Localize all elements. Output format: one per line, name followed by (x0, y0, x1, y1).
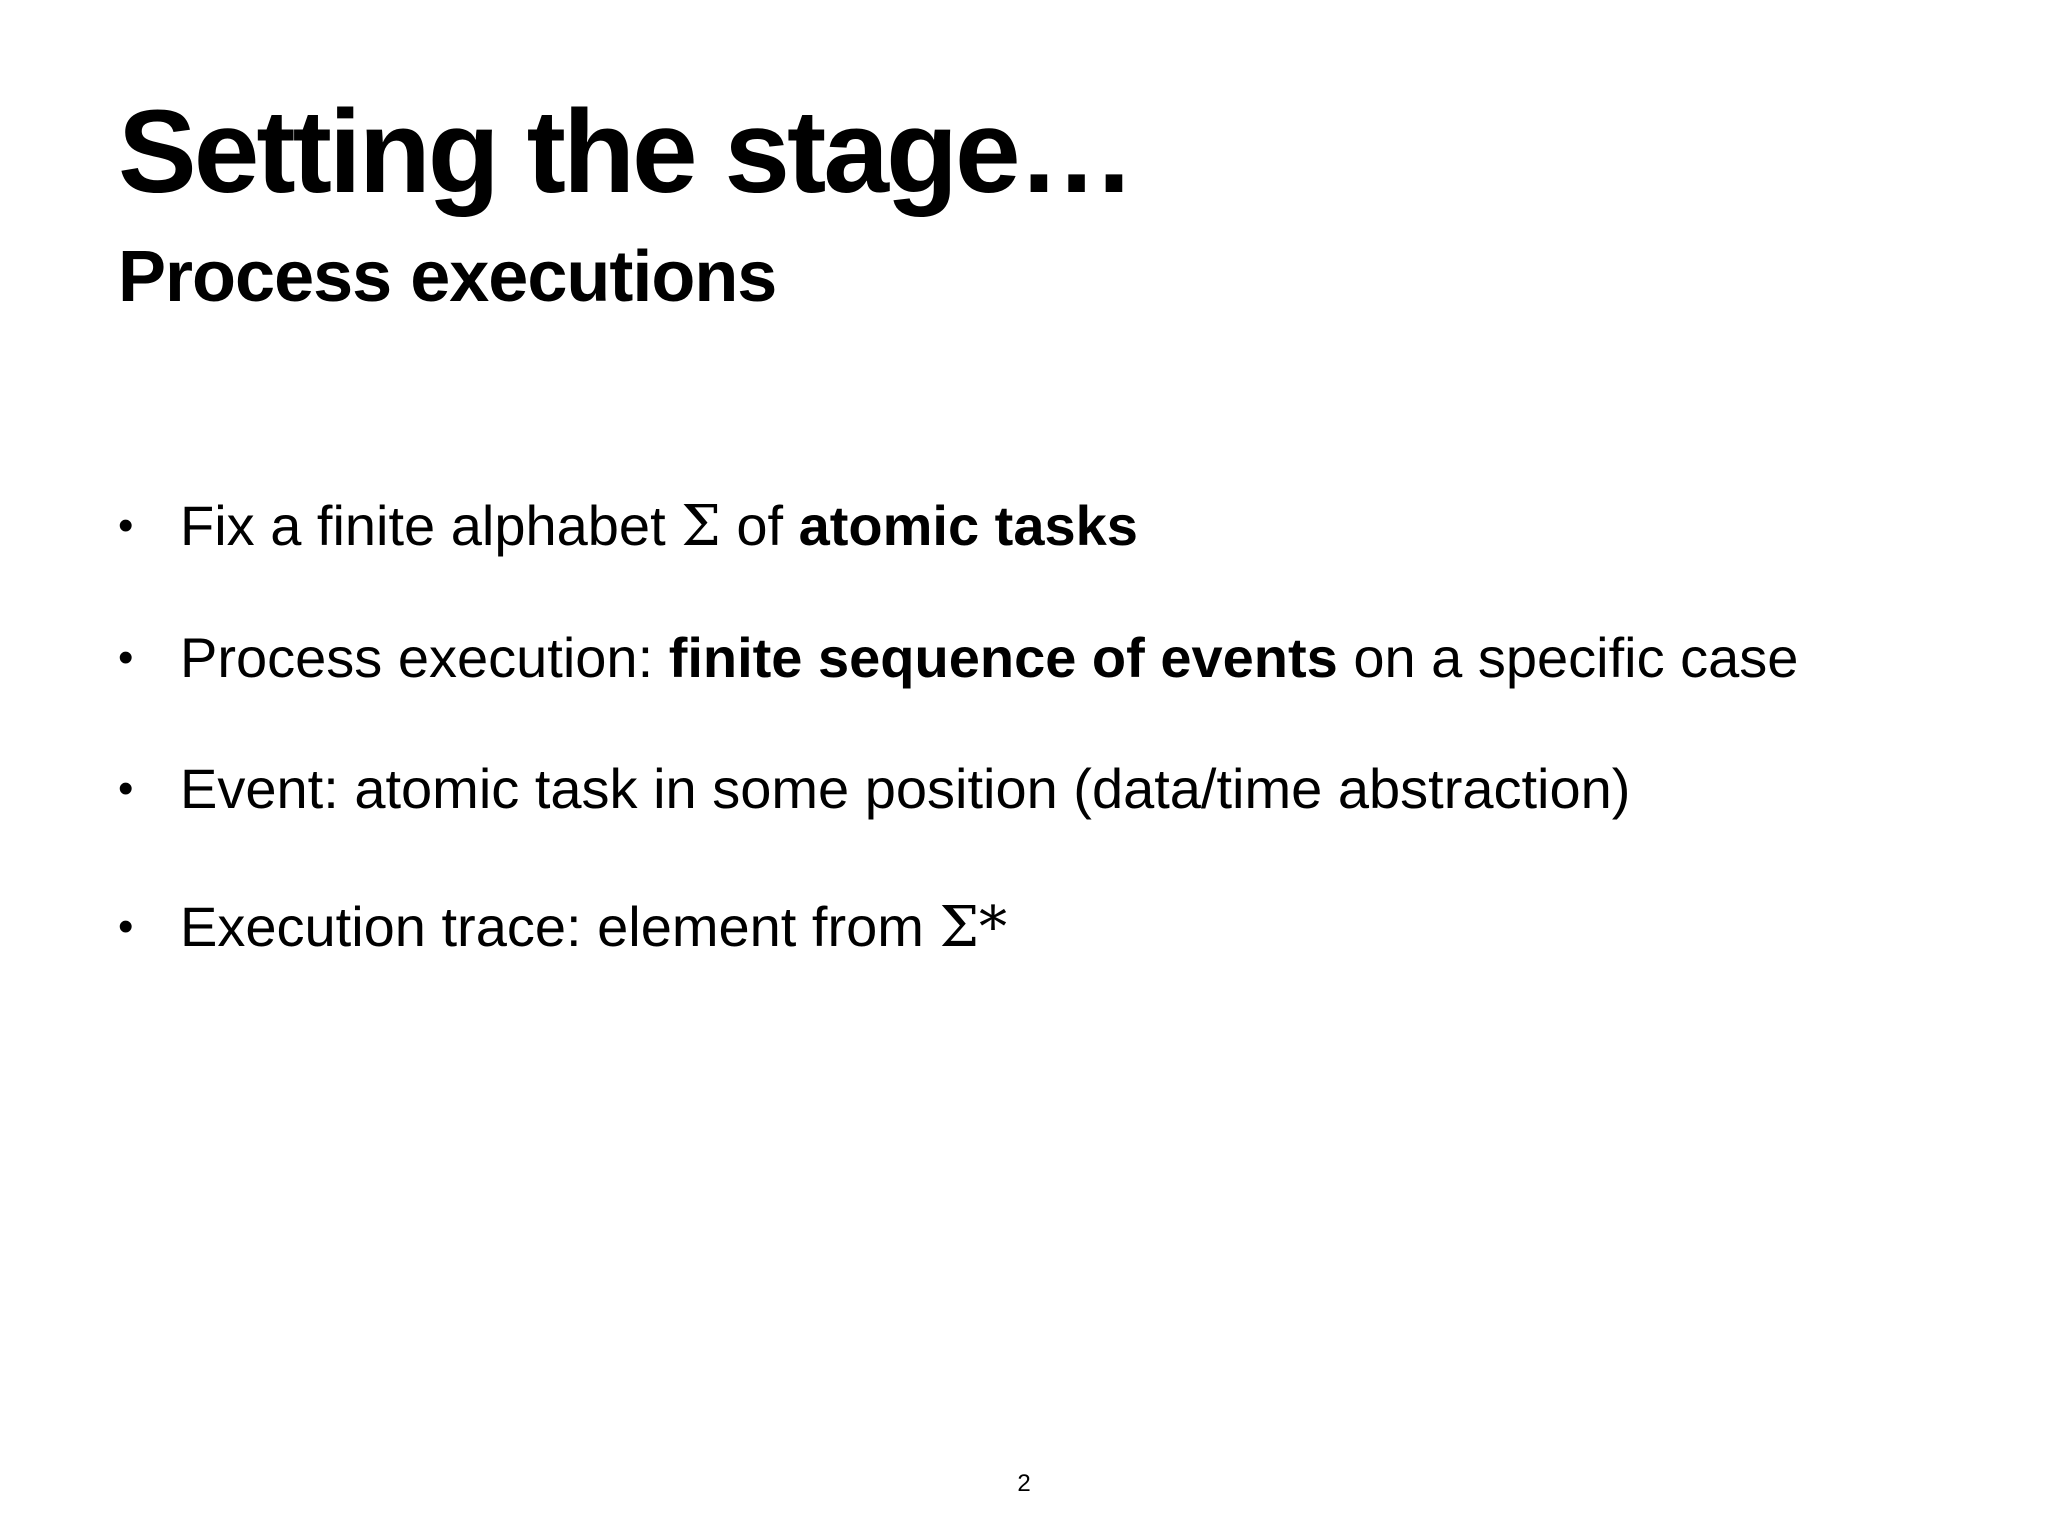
bullet-item-process-execution (118, 624, 1798, 691)
bullet-dot: • (118, 500, 134, 550)
bullet-dot: • (118, 901, 134, 951)
bullet-emphasis: atomic tasks (798, 494, 1138, 557)
bullet-item-execution-trace (118, 893, 1007, 961)
bullet-text: of (720, 494, 799, 557)
bullet-dot: • (118, 763, 134, 813)
sigma-star-symbol: Σ* (939, 895, 1008, 960)
bullet-text: Process execution: (180, 626, 669, 689)
bullet-item-atomic-tasks (118, 492, 1138, 560)
sigma-symbol: Σ (681, 494, 721, 559)
slide-title: Setting the stage… (118, 86, 1133, 218)
slide-subtitle: Process executions (118, 237, 777, 317)
bullet-emphasis: finite sequence of events (668, 626, 1338, 689)
page-number: 2 (1017, 1470, 1031, 1497)
bullet-text: Execution trace: element from (180, 895, 940, 958)
bullet-item-event (118, 755, 1630, 822)
bullet-text: Fix a finite alphabet (180, 494, 682, 557)
bullet-dot: • (118, 632, 134, 682)
bullet-text: Event: atomic task in some position (data/time abstraction) (180, 757, 1631, 820)
bullet-text: on a specific case (1337, 626, 1799, 689)
